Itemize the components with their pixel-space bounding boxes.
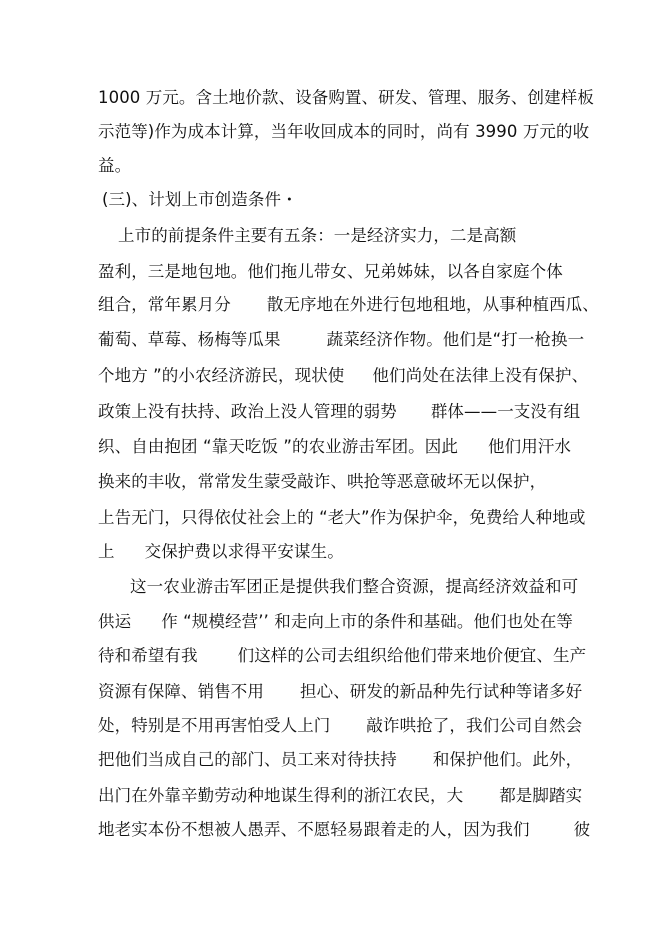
text-span: 出门在外靠辛勤劳动种地谋生得利的浙江农民，大 <box>98 786 464 805</box>
text-span: 资源有保障、销售不用 <box>98 682 264 701</box>
text-line <box>98 156 131 176</box>
text-span: 葡萄、草莓、杨梅等瓜果 <box>98 330 281 349</box>
text-line <box>98 262 563 282</box>
text-line <box>98 820 590 840</box>
text-span: 地老实本份不想被人愚弄、不愿轻易跟着走的人，因为我们 <box>98 820 530 839</box>
text-line <box>98 542 344 562</box>
text-line <box>98 646 586 666</box>
text-line <box>130 577 578 597</box>
text-span: 群体——一支没有组 <box>430 402 581 421</box>
text-span: 盈利，三是地包地。他们拖儿带女、兄弟姊妹，以各自家庭个体 <box>98 262 563 281</box>
text-line <box>98 330 584 350</box>
text-line <box>98 122 589 142</box>
text-span: 散无序地在外进行包地租地，从事种植西瓜、 <box>266 295 599 314</box>
text-span: 交保护费以求得平安谋生。 <box>144 542 344 561</box>
text-line <box>98 750 582 770</box>
text-span: 换来的丰收，常常发生蒙受敲诈、哄抢等恶意破坏无以保护， <box>98 472 547 491</box>
text-line <box>98 402 580 422</box>
text-span: 和保护他们。此外， <box>432 750 583 769</box>
text-line <box>98 437 571 457</box>
text-span: 作 “规模经营’’ 和走向上市的条件和基础。他们也处在等 <box>161 612 574 631</box>
text-span: 都是脚踏实 <box>499 786 583 805</box>
text-span: 个地方 ”的小农经济游民，现状使 <box>98 366 345 385</box>
text-span: 们这样的公司去组织给他们带来地价便宜、生产 <box>237 646 587 665</box>
text-span: 处，特别是不用再害怕受人上门 <box>98 716 331 735</box>
text-span: 待和希望有我 <box>98 646 198 665</box>
text-span: 敲诈哄抢了，我们公司自然会 <box>366 716 583 735</box>
text-line <box>98 716 582 736</box>
text-span: 1000 万元。含土地价款、设备购置、研发、管理、服务、创建样板 <box>98 88 594 107</box>
text-span: 把他们当成自己的部门、员工来对待扶持 <box>98 750 397 769</box>
text-span: 织、自由抱团 “靠天吃饭 ”的农业游击军团。因此 <box>98 437 458 456</box>
text-line <box>98 508 585 528</box>
text-span: 担心、研发的新品种先行试种等诸多好 <box>300 682 583 701</box>
text-span: 上告无门，只得依仗社会上的 “老大”作为保护伞，免费给人种地或 <box>98 508 586 527</box>
text-line <box>98 366 588 386</box>
text-span: (三)、计划上市创造条件・ <box>102 190 298 209</box>
text-line <box>98 786 582 806</box>
text-span: 彼 <box>573 820 591 839</box>
text-span: 上市的前提条件主要有五条：一是经济实力，二是高额 <box>118 226 517 245</box>
text-span: 上 <box>98 542 115 561</box>
text-line <box>118 226 516 246</box>
text-span: 示范等)作为成本计算，当年收回成本的同时，尚有 3990 万元的收 <box>98 122 590 141</box>
text-span: 供运 <box>98 612 132 631</box>
text-span: 蔬菜经济作物。他们是“打一枪换一 <box>326 330 585 349</box>
text-line <box>98 612 573 632</box>
text-line <box>98 88 594 108</box>
text-span: 政策上没有扶持、政治上没人管理的弱势 <box>98 402 397 421</box>
text-span: 他们用汗水 <box>488 437 571 456</box>
section-heading <box>102 190 298 210</box>
text-line <box>98 682 582 702</box>
text-line <box>98 472 546 492</box>
text-span: 这一农业游击军团正是提供我们整合资源，提高经济效益和可 <box>130 577 579 596</box>
text-span: 益。 <box>98 156 132 175</box>
text-line <box>98 295 599 315</box>
text-span: 他们尚处在法律上没有保护、 <box>372 366 589 385</box>
text-span: 组合，常年累月分 <box>98 295 231 314</box>
